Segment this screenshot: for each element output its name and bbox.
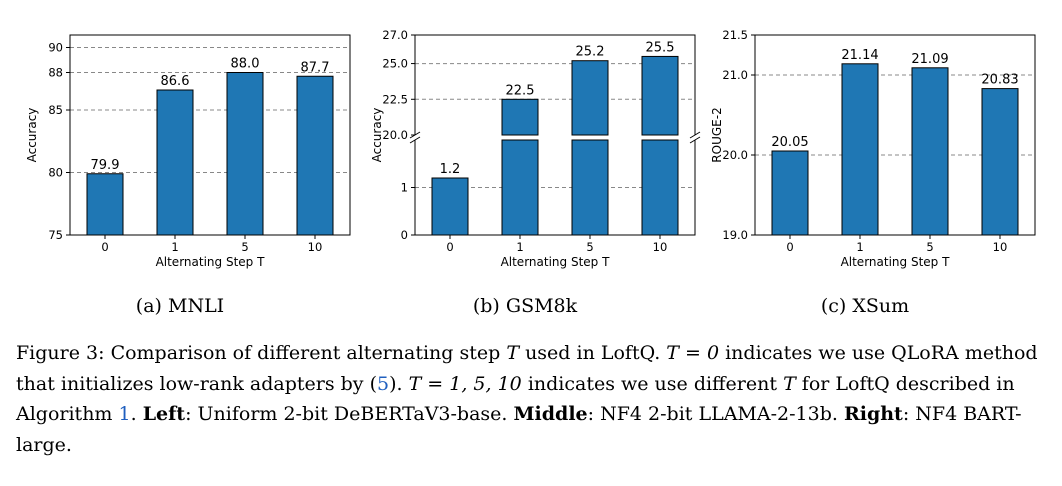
bar — [502, 99, 538, 135]
x-axis-label: Alternating Step T — [500, 255, 610, 269]
algorithm-link[interactable]: 1 — [118, 403, 131, 425]
bar-value-label: 21.14 — [841, 47, 879, 63]
bar-value-label: 25.2 — [575, 44, 605, 60]
caption-text: for LoftQ described in Algorithm — [16, 372, 1015, 425]
x-tick-label: 1 — [856, 240, 864, 254]
x-tick-label: 10 — [307, 240, 323, 254]
bar — [157, 90, 193, 235]
x-axis-label: Alternating Step T — [840, 255, 950, 269]
x-tick-label: 0 — [786, 240, 794, 254]
chart-mnli — [5, 22, 355, 272]
bar-value-label: 25.5 — [645, 40, 675, 56]
bar-value-label: 20.83 — [981, 72, 1019, 88]
caption-text: : Uniform 2-bit DeBERTaV3-base. — [185, 403, 508, 425]
bar-lower-segment — [502, 140, 538, 235]
bar-value-label: 21.09 — [911, 51, 949, 67]
y-axis-label: Accuracy — [370, 107, 384, 163]
y-tick-label: 21.0 — [722, 68, 748, 82]
bar-value-label: 87.7 — [300, 60, 330, 76]
bar — [842, 64, 878, 235]
y-tick-label: 21.5 — [722, 28, 748, 42]
bar-value-label: 1.2 — [439, 162, 461, 177]
bar-lower-segment — [642, 140, 678, 235]
y-tick-label: 22.5 — [382, 92, 408, 107]
bar — [297, 76, 333, 235]
bar-value-label: 79.9 — [90, 157, 120, 173]
x-axis-label: Alternating Step T — [155, 255, 265, 269]
y-tick-label: 75 — [48, 228, 63, 242]
caption-text: indicates we use different — [527, 372, 778, 395]
caption-text: indicates we use QLoRA method that initializes low-rank adapters by ( — [16, 342, 1038, 395]
subcaption-mnli: (a) MNLI — [135, 295, 225, 317]
x-tick-label: 10 — [992, 240, 1008, 254]
caption-bold-label: Left — [142, 403, 186, 425]
x-tick-label: 0 — [101, 240, 109, 254]
axis-break-gap — [413, 136, 697, 140]
x-tick-label: 5 — [926, 240, 934, 254]
x-tick-label: 10 — [652, 240, 668, 254]
bar-value-label: 86.6 — [160, 74, 190, 89]
y-tick-label: 90 — [48, 40, 63, 55]
bar — [87, 174, 123, 235]
caption-label: Figure 3: — [16, 342, 105, 364]
caption-math: T = 1, 5, 10 — [408, 372, 522, 395]
caption-text: : NF4 2-bit LLAMA-2-13b. — [587, 403, 838, 425]
caption-text: used in LoftQ. — [525, 342, 661, 364]
bar — [642, 56, 678, 135]
x-tick-label: 1 — [171, 240, 179, 254]
bar — [772, 151, 808, 235]
bar-value-label: 88.0 — [230, 56, 260, 72]
bar-lower-segment — [572, 140, 608, 235]
y-tick-label: 19.0 — [722, 228, 748, 242]
bar-value-label: 20.05 — [771, 135, 809, 150]
y-tick-label: 0 — [400, 228, 408, 242]
bar — [912, 68, 948, 235]
y-axis-label: ROUGE-2 — [710, 107, 724, 163]
subcaption-gsm8k: (b) GSM8k — [472, 295, 578, 317]
x-tick-label: 5 — [586, 240, 594, 254]
y-tick-label: 20.0 — [382, 128, 408, 142]
caption-math: T = 0 — [666, 342, 720, 364]
caption-bold-label: Middle — [513, 403, 588, 425]
bar — [432, 178, 468, 235]
x-tick-label: 5 — [241, 240, 249, 254]
bar — [227, 73, 263, 236]
y-tick-label: 85 — [48, 103, 63, 117]
caption-text: . — [130, 403, 137, 425]
x-tick-label: 0 — [446, 240, 454, 254]
chart-xsum — [690, 22, 1040, 272]
chart-gsm8k — [350, 22, 700, 272]
caption-text: Comparison of different alternating step — [110, 342, 501, 364]
bar — [982, 89, 1018, 235]
citation-link[interactable]: 5 — [376, 372, 390, 395]
figure-caption — [16, 338, 1051, 460]
bar-value-label: 22.5 — [505, 83, 535, 99]
bar — [572, 61, 608, 135]
caption-text: ). — [389, 372, 403, 395]
y-tick-label: 1 — [400, 180, 408, 195]
y-tick-label: 80 — [48, 165, 63, 180]
caption-bold-label: Right — [843, 403, 903, 425]
x-tick-label: 1 — [516, 240, 524, 254]
y-axis-label: Accuracy — [25, 107, 39, 163]
y-tick-label: 25.0 — [382, 56, 408, 71]
subcaption-xsum: (c) XSum — [820, 295, 910, 317]
caption-math: T — [783, 372, 796, 395]
y-tick-label: 88 — [48, 65, 63, 80]
caption-text: : NF4 BART-large. — [16, 403, 1022, 456]
y-tick-label: 20.0 — [722, 148, 748, 162]
caption-math: T — [506, 342, 520, 364]
y-tick-label: 27.0 — [382, 28, 408, 42]
